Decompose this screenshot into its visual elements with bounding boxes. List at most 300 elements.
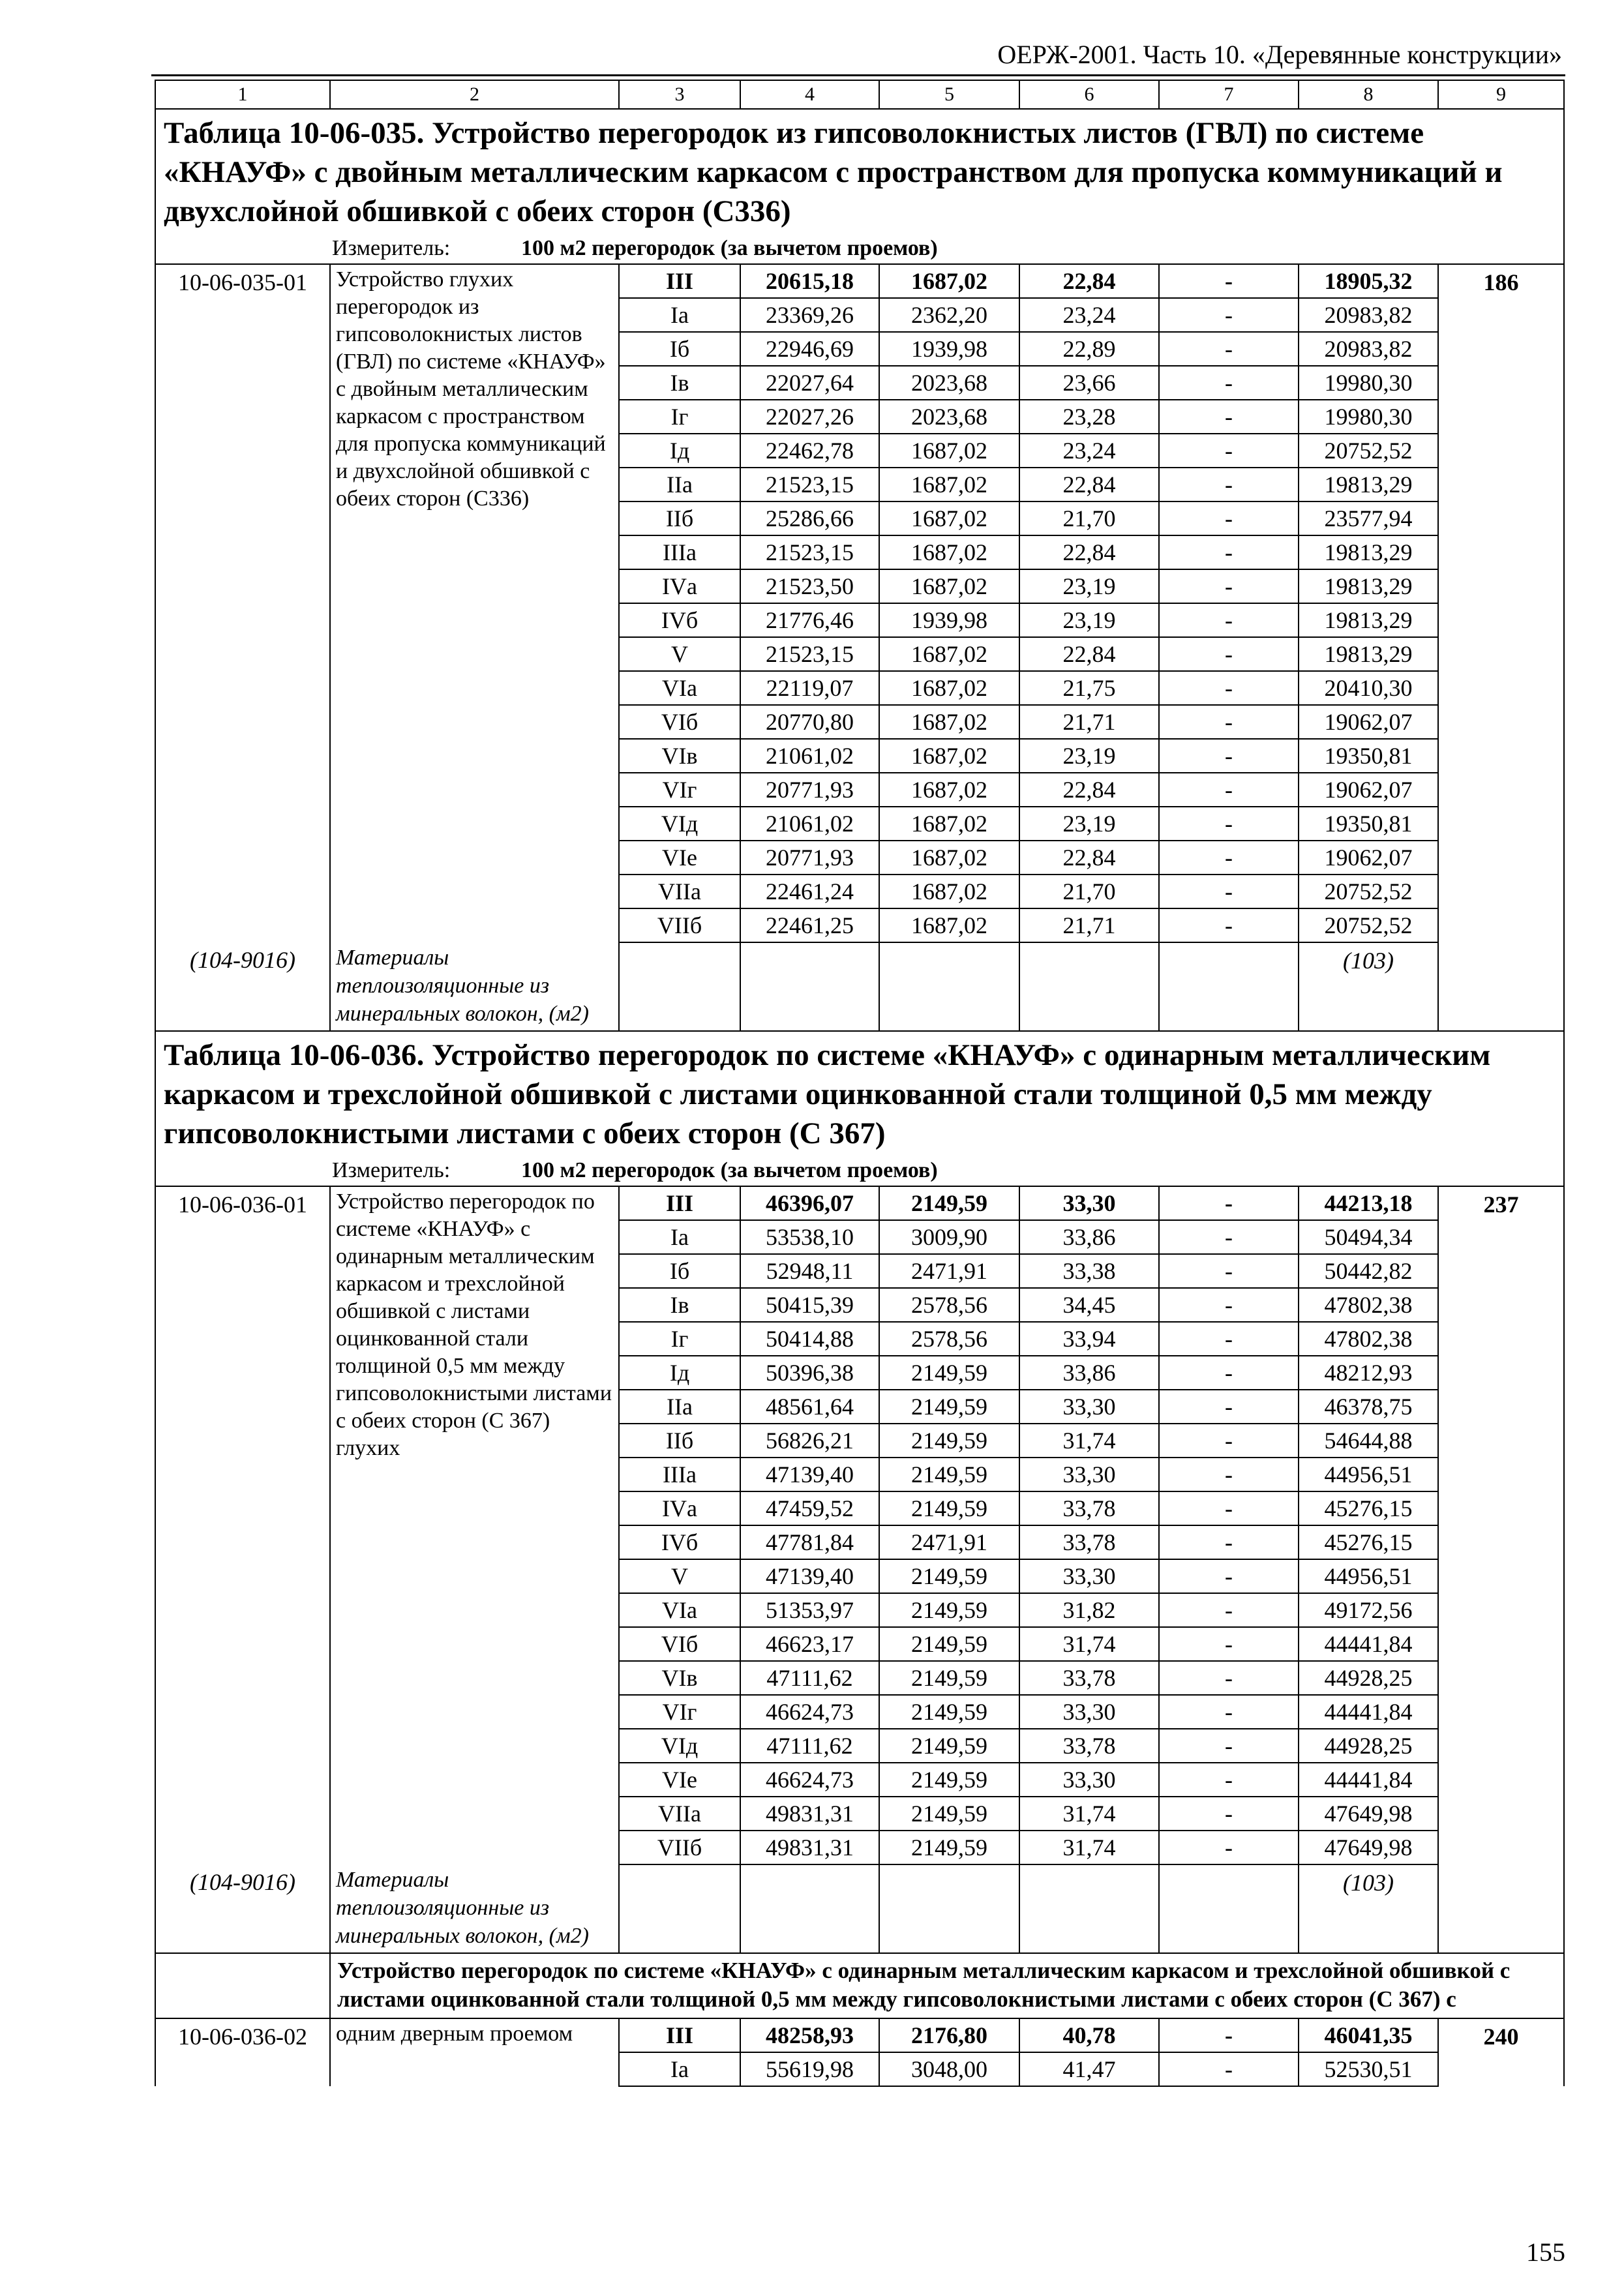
materials-cell: 19813,29 <box>1299 603 1438 637</box>
incl-wages-cell: - <box>1159 1390 1299 1424</box>
total-cost-cell: 48561,64 <box>740 1390 879 1424</box>
zone-cell: VIд <box>619 807 740 841</box>
machines-cell: 33,86 <box>1019 1356 1159 1390</box>
empty-cell <box>1438 1864 1564 1953</box>
wages-cell: 1687,02 <box>879 501 1019 535</box>
measure-value: 100 м2 перегородок (за вычетом проемов) <box>521 236 938 260</box>
materials-cell: 19062,07 <box>1299 841 1438 875</box>
incl-wages-cell: - <box>1159 1424 1299 1458</box>
incl-wages-cell: - <box>1159 807 1299 841</box>
zone-cell: IVа <box>619 569 740 603</box>
labor-cell: 237 <box>1438 1186 1564 1864</box>
zone-cell: V <box>619 637 740 671</box>
machines-cell: 23,28 <box>1019 400 1159 434</box>
table1-title: Таблица 10-06-035. Устройство перегородок из гипсоволокнистых листов (ГВЛ) по системе «КНАУФ» с двойным металлическим каркасом с пространством для пропуска коммуникаций и двухслойной обшивкой с обеих сторон (С336) <box>155 109 1564 233</box>
zone-cell: Iа <box>619 2052 740 2086</box>
subheading: Устройство перегородок по системе «КНАУФ» с одинарным металлическим каркасом и трехслойной обшивкой с листами оцинкованной стали толщиной 0,5 мм между гипсоволокнистыми листами с обеих сторон (С 367) с <box>330 1953 1564 2018</box>
empty-cell <box>740 1864 879 1953</box>
incl-wages-cell: - <box>1159 400 1299 434</box>
wages-cell: 2149,59 <box>879 1356 1019 1390</box>
wages-cell: 2471,91 <box>879 1525 1019 1559</box>
total-cost-cell: 21061,02 <box>740 807 879 841</box>
total-cost-cell: 49831,31 <box>740 1797 879 1831</box>
measure-label: Измеритель: <box>332 1158 451 1182</box>
machines-cell: 23,66 <box>1019 366 1159 400</box>
wages-cell: 3048,00 <box>879 2052 1019 2086</box>
empty-cell <box>879 942 1019 1031</box>
table2-title-row <box>155 1031 1564 1156</box>
machines-cell: 22,89 <box>1019 332 1159 366</box>
machines-cell: 34,45 <box>1019 1288 1159 1322</box>
incl-wages-cell: - <box>1159 1322 1299 1356</box>
col-num: 5 <box>879 80 1019 109</box>
empty-cell <box>740 942 879 1031</box>
materials-cell: 19062,07 <box>1299 773 1438 807</box>
incl-wages-cell: - <box>1159 1220 1299 1254</box>
machines-cell: 21,70 <box>1019 875 1159 908</box>
zone-cell: VIг <box>619 773 740 807</box>
labor-cell: 186 <box>1438 264 1564 942</box>
rate-name: одним дверным проемом <box>330 2018 619 2086</box>
machines-cell: 21,70 <box>1019 501 1159 535</box>
materials-cell: 45276,15 <box>1299 1525 1438 1559</box>
incl-wages-cell: - <box>1159 773 1299 807</box>
total-cost-cell: 22027,26 <box>740 400 879 434</box>
materials-cell: 20752,52 <box>1299 908 1438 942</box>
materials-cell: 44928,25 <box>1299 1729 1438 1763</box>
incl-wages-cell: - <box>1159 1695 1299 1729</box>
wages-cell: 1687,02 <box>879 468 1019 501</box>
incl-wages-cell: - <box>1159 434 1299 468</box>
wages-cell: 2149,59 <box>879 1424 1019 1458</box>
total-cost-cell: 22027,64 <box>740 366 879 400</box>
materials-cell: 19350,81 <box>1299 807 1438 841</box>
total-cost-cell: 47139,40 <box>740 1458 879 1491</box>
total-cost-cell: 22946,69 <box>740 332 879 366</box>
empty-cell <box>1019 942 1159 1031</box>
materials-cell: 20752,52 <box>1299 434 1438 468</box>
total-cost-cell: 47139,40 <box>740 1559 879 1593</box>
total-cost-cell: 22119,07 <box>740 671 879 705</box>
running-header: ОЕРЖ-2001. Часть 10. «Деревянные конструкции» <box>997 40 1562 69</box>
machines-cell: 33,30 <box>1019 1390 1159 1424</box>
wages-cell: 1687,02 <box>879 739 1019 773</box>
incl-wages-cell: - <box>1159 1525 1299 1559</box>
machines-cell: 31,74 <box>1019 1831 1159 1864</box>
wages-cell: 1939,98 <box>879 332 1019 366</box>
zone-cell: VIб <box>619 705 740 739</box>
machines-cell: 31,82 <box>1019 1593 1159 1627</box>
machines-cell: 23,19 <box>1019 807 1159 841</box>
total-cost-cell: 47111,62 <box>740 1661 879 1695</box>
empty-cell <box>619 942 740 1031</box>
rate-name: Устройство глухих перегородок из гипсоволокнистых листов (ГВЛ) по системе «КНАУФ» с двойным металлическим каркасом с пространством для пропуска коммуникаций и двухслойной обшивкой с обеих сторон (С336) <box>330 264 619 942</box>
materials-cell: 52530,51 <box>1299 2052 1438 2086</box>
total-cost-cell: 52948,11 <box>740 1254 879 1288</box>
wages-cell: 1687,02 <box>879 264 1019 298</box>
col-num: 3 <box>619 80 740 109</box>
wages-cell: 2149,59 <box>879 1593 1019 1627</box>
wages-cell: 2149,59 <box>879 1831 1019 1864</box>
zone-cell: IIIа <box>619 535 740 569</box>
table1-measure <box>155 233 1564 264</box>
machines-cell: 22,84 <box>1019 535 1159 569</box>
table1-measure-row <box>155 233 1564 264</box>
empty-cell <box>619 1864 740 1953</box>
machines-cell: 22,84 <box>1019 773 1159 807</box>
materials-cell: 19062,07 <box>1299 705 1438 739</box>
wages-cell: 1687,02 <box>879 569 1019 603</box>
zone-cell: VIIб <box>619 1831 740 1864</box>
material-row <box>155 1864 1564 1953</box>
wages-cell: 2578,56 <box>879 1288 1019 1322</box>
materials-cell: 20983,82 <box>1299 298 1438 332</box>
incl-wages-cell: - <box>1159 1593 1299 1627</box>
wages-cell: 1687,02 <box>879 637 1019 671</box>
wages-cell: 1687,02 <box>879 841 1019 875</box>
machines-cell: 22,84 <box>1019 468 1159 501</box>
incl-wages-cell: - <box>1159 637 1299 671</box>
zone-cell: IIа <box>619 468 740 501</box>
rate-name: Устройство перегородок по системе «КНАУФ» с одинарным металлическим каркасом и трехслойной обшивкой с листами оцинкованной стали толщиной 0,5 мм между гипсоволокнистыми листами с обеих сторон (С 367) глухих <box>330 1186 619 1864</box>
incl-wages-cell: - <box>1159 1491 1299 1525</box>
zone-cell: VIIб <box>619 908 740 942</box>
wages-cell: 2176,80 <box>879 2018 1019 2052</box>
total-cost-cell: 20771,93 <box>740 841 879 875</box>
incl-wages-cell: - <box>1159 468 1299 501</box>
incl-wages-cell: - <box>1159 2052 1299 2086</box>
incl-wages-cell: - <box>1159 1356 1299 1390</box>
zone-cell: Iв <box>619 1288 740 1322</box>
incl-wages-cell: - <box>1159 841 1299 875</box>
machines-cell: 33,30 <box>1019 1458 1159 1491</box>
machines-cell: 23,24 <box>1019 434 1159 468</box>
zone-cell: IVб <box>619 603 740 637</box>
col-num: 4 <box>740 80 879 109</box>
incl-wages-cell: - <box>1159 705 1299 739</box>
col-num: 8 <box>1299 80 1438 109</box>
empty-cell <box>1159 942 1299 1031</box>
machines-cell: 33,78 <box>1019 1525 1159 1559</box>
zone-cell: IIб <box>619 1424 740 1458</box>
zone-cell: VIг <box>619 1695 740 1729</box>
rate-code: 10-06-035-01 <box>155 264 330 942</box>
machines-cell: 21,71 <box>1019 705 1159 739</box>
machines-cell: 21,71 <box>1019 908 1159 942</box>
machines-cell: 33,38 <box>1019 1254 1159 1288</box>
incl-wages-cell: - <box>1159 1831 1299 1864</box>
wages-cell: 1687,02 <box>879 535 1019 569</box>
materials-cell: 23577,94 <box>1299 501 1438 535</box>
col-num: 2 <box>330 80 619 109</box>
materials-cell: 19350,81 <box>1299 739 1438 773</box>
machines-cell: 31,74 <box>1019 1424 1159 1458</box>
zone-cell: Iа <box>619 298 740 332</box>
machines-cell: 22,84 <box>1019 637 1159 671</box>
total-cost-cell: 21523,15 <box>740 535 879 569</box>
total-cost-cell: 21523,15 <box>740 637 879 671</box>
machines-cell: 33,78 <box>1019 1661 1159 1695</box>
materials-cell: 45276,15 <box>1299 1491 1438 1525</box>
machines-cell: 41,47 <box>1019 2052 1159 2086</box>
incl-wages-cell: - <box>1159 1729 1299 1763</box>
wages-cell: 2023,68 <box>879 400 1019 434</box>
material-name: Материалы теплоизоляционные из минеральных волокон, (м2) <box>330 942 619 1031</box>
zone-cell: Iг <box>619 400 740 434</box>
wages-cell: 2578,56 <box>879 1322 1019 1356</box>
incl-wages-cell: - <box>1159 569 1299 603</box>
materials-cell: 47649,98 <box>1299 1797 1438 1831</box>
empty-cell <box>1019 1864 1159 1953</box>
materials-cell: 46041,35 <box>1299 2018 1438 2052</box>
zone-cell: IIIа <box>619 1458 740 1491</box>
incl-wages-cell: - <box>1159 1186 1299 1220</box>
measure-label: Измеритель: <box>332 236 451 260</box>
zone-cell: VIа <box>619 671 740 705</box>
total-cost-cell: 21061,02 <box>740 739 879 773</box>
machines-cell: 33,86 <box>1019 1220 1159 1254</box>
col-num: 1 <box>155 80 330 109</box>
zone-cell: III <box>619 264 740 298</box>
zone-cell: Iб <box>619 332 740 366</box>
materials-cell: 46378,75 <box>1299 1390 1438 1424</box>
materials-cell: 44441,84 <box>1299 1627 1438 1661</box>
material-value: (103) <box>1299 942 1438 1031</box>
wages-cell: 2149,59 <box>879 1627 1019 1661</box>
total-cost-cell: 22461,25 <box>740 908 879 942</box>
machines-cell: 23,19 <box>1019 569 1159 603</box>
total-cost-cell: 47111,62 <box>740 1729 879 1763</box>
wages-cell: 1687,02 <box>879 807 1019 841</box>
zone-cell: VIв <box>619 1661 740 1695</box>
wages-cell: 2149,59 <box>879 1661 1019 1695</box>
zone-cell: III <box>619 2018 740 2052</box>
page-number: 155 <box>1526 2237 1565 2267</box>
incl-wages-cell: - <box>1159 2018 1299 2052</box>
incl-wages-cell: - <box>1159 1763 1299 1797</box>
materials-cell: 19813,29 <box>1299 468 1438 501</box>
col-num: 9 <box>1438 80 1564 109</box>
total-cost-cell: 47459,52 <box>740 1491 879 1525</box>
materials-cell: 44956,51 <box>1299 1458 1438 1491</box>
incl-wages-cell: - <box>1159 1559 1299 1593</box>
total-cost-cell: 21523,50 <box>740 569 879 603</box>
zone-cell: Iб <box>619 1254 740 1288</box>
materials-cell: 19813,29 <box>1299 569 1438 603</box>
materials-cell: 20752,52 <box>1299 875 1438 908</box>
column-numbers-row <box>155 80 1564 109</box>
materials-cell: 44213,18 <box>1299 1186 1438 1220</box>
total-cost-cell: 56826,21 <box>740 1424 879 1458</box>
table-row <box>155 264 1564 298</box>
zone-cell: VIIа <box>619 875 740 908</box>
materials-cell: 47649,98 <box>1299 1831 1438 1864</box>
wages-cell: 1687,02 <box>879 671 1019 705</box>
materials-cell: 47802,38 <box>1299 1322 1438 1356</box>
total-cost-cell: 53538,10 <box>740 1220 879 1254</box>
incl-wages-cell: - <box>1159 1627 1299 1661</box>
machines-cell: 22,84 <box>1019 264 1159 298</box>
machines-cell: 33,30 <box>1019 1695 1159 1729</box>
materials-cell: 18905,32 <box>1299 264 1438 298</box>
materials-cell: 44928,25 <box>1299 1661 1438 1695</box>
machines-cell: 22,84 <box>1019 841 1159 875</box>
total-cost-cell: 21776,46 <box>740 603 879 637</box>
wages-cell: 1687,02 <box>879 434 1019 468</box>
materials-cell: 20410,30 <box>1299 671 1438 705</box>
incl-wages-cell: - <box>1159 671 1299 705</box>
incl-wages-cell: - <box>1159 1458 1299 1491</box>
machines-cell: 31,74 <box>1019 1797 1159 1831</box>
total-cost-cell: 50415,39 <box>740 1288 879 1322</box>
empty-cell <box>879 1864 1019 1953</box>
incl-wages-cell: - <box>1159 535 1299 569</box>
total-cost-cell: 49831,31 <box>740 1831 879 1864</box>
measure-value: 100 м2 перегородок (за вычетом проемов) <box>521 1158 938 1182</box>
rate-code: 10-06-036-02 <box>155 2018 330 2086</box>
zone-cell: Iд <box>619 434 740 468</box>
total-cost-cell: 21523,15 <box>740 468 879 501</box>
total-cost-cell: 23369,26 <box>740 298 879 332</box>
machines-cell: 33,30 <box>1019 1186 1159 1220</box>
price-table <box>155 80 1565 2087</box>
total-cost-cell: 46624,73 <box>740 1763 879 1797</box>
wages-cell: 2149,59 <box>879 1390 1019 1424</box>
incl-wages-cell: - <box>1159 908 1299 942</box>
machines-cell: 33,30 <box>1019 1763 1159 1797</box>
materials-cell: 19813,29 <box>1299 535 1438 569</box>
wages-cell: 2023,68 <box>879 366 1019 400</box>
empty-cell <box>155 1953 330 2018</box>
total-cost-cell: 22462,78 <box>740 434 879 468</box>
materials-cell: 44441,84 <box>1299 1763 1438 1797</box>
wages-cell: 2149,59 <box>879 1559 1019 1593</box>
materials-cell: 20983,82 <box>1299 332 1438 366</box>
subheading-row <box>155 1953 1564 2018</box>
wages-cell: 2149,59 <box>879 1797 1019 1831</box>
wages-cell: 1687,02 <box>879 705 1019 739</box>
total-cost-cell: 46624,73 <box>740 1695 879 1729</box>
col-num: 6 <box>1019 80 1159 109</box>
zone-cell: IVа <box>619 1491 740 1525</box>
zone-cell: VIа <box>619 1593 740 1627</box>
zone-cell: VIд <box>619 1729 740 1763</box>
empty-cell <box>1438 942 1564 1031</box>
table2-measure-row <box>155 1156 1564 1186</box>
wages-cell: 2149,59 <box>879 1729 1019 1763</box>
machines-cell: 33,30 <box>1019 1559 1159 1593</box>
table1-title-row <box>155 109 1564 233</box>
materials-cell: 44441,84 <box>1299 1695 1438 1729</box>
wages-cell: 1687,02 <box>879 875 1019 908</box>
incl-wages-cell: - <box>1159 1254 1299 1288</box>
zone-cell: Iд <box>619 1356 740 1390</box>
materials-cell: 44956,51 <box>1299 1559 1438 1593</box>
machines-cell: 33,94 <box>1019 1322 1159 1356</box>
incl-wages-cell: - <box>1159 739 1299 773</box>
zone-cell: V <box>619 1559 740 1593</box>
incl-wages-cell: - <box>1159 1288 1299 1322</box>
total-cost-cell: 46396,07 <box>740 1186 879 1220</box>
zone-cell: Iа <box>619 1220 740 1254</box>
incl-wages-cell: - <box>1159 366 1299 400</box>
total-cost-cell: 50414,88 <box>740 1322 879 1356</box>
empty-cell <box>1159 1864 1299 1953</box>
zone-cell: Iв <box>619 366 740 400</box>
machines-cell: 21,75 <box>1019 671 1159 705</box>
wages-cell: 2149,59 <box>879 1458 1019 1491</box>
wages-cell: 2149,59 <box>879 1763 1019 1797</box>
materials-cell: 19813,29 <box>1299 637 1438 671</box>
zone-cell: IIб <box>619 501 740 535</box>
labor-cell: 240 <box>1438 2018 1564 2086</box>
materials-cell: 54644,88 <box>1299 1424 1438 1458</box>
zone-cell: III <box>619 1186 740 1220</box>
wages-cell: 2149,59 <box>879 1695 1019 1729</box>
machines-cell: 31,74 <box>1019 1627 1159 1661</box>
zone-cell: VIб <box>619 1627 740 1661</box>
incl-wages-cell: - <box>1159 332 1299 366</box>
wages-cell: 2362,20 <box>879 298 1019 332</box>
table2-title: Таблица 10-06-036. Устройство перегородок по системе «КНАУФ» с одинарным металлическим каркасом и трехслойной обшивкой с листами оцинкованной стали толщиной 0,5 мм между гипсоволокнистыми листами с обеих сторон (С 367) <box>155 1031 1564 1156</box>
machines-cell: 23,19 <box>1019 739 1159 773</box>
table-row <box>155 1186 1564 1220</box>
table-row <box>155 2018 1564 2052</box>
wages-cell: 2149,59 <box>879 1491 1019 1525</box>
incl-wages-cell: - <box>1159 1661 1299 1695</box>
wages-cell: 1939,98 <box>879 603 1019 637</box>
total-cost-cell: 20771,93 <box>740 773 879 807</box>
machines-cell: 33,78 <box>1019 1491 1159 1525</box>
header-rule <box>151 74 1565 76</box>
zone-cell: VIIа <box>619 1797 740 1831</box>
total-cost-cell: 20770,80 <box>740 705 879 739</box>
wages-cell: 3009,90 <box>879 1220 1019 1254</box>
incl-wages-cell: - <box>1159 264 1299 298</box>
wages-cell: 2471,91 <box>879 1254 1019 1288</box>
zone-cell: VIе <box>619 1763 740 1797</box>
incl-wages-cell: - <box>1159 501 1299 535</box>
incl-wages-cell: - <box>1159 875 1299 908</box>
incl-wages-cell: - <box>1159 1797 1299 1831</box>
col-num: 7 <box>1159 80 1299 109</box>
material-code: (104-9016) <box>155 942 330 1031</box>
zone-cell: Iг <box>619 1322 740 1356</box>
total-cost-cell: 48258,93 <box>740 2018 879 2052</box>
total-cost-cell: 46623,17 <box>740 1627 879 1661</box>
total-cost-cell: 22461,24 <box>740 875 879 908</box>
materials-cell: 19980,30 <box>1299 366 1438 400</box>
machines-cell: 23,19 <box>1019 603 1159 637</box>
materials-cell: 48212,93 <box>1299 1356 1438 1390</box>
wages-cell: 1687,02 <box>879 773 1019 807</box>
zone-cell: VIв <box>619 739 740 773</box>
material-row <box>155 942 1564 1031</box>
total-cost-cell: 20615,18 <box>740 264 879 298</box>
table2-measure <box>155 1156 1564 1186</box>
materials-cell: 47802,38 <box>1299 1288 1438 1322</box>
total-cost-cell: 47781,84 <box>740 1525 879 1559</box>
wages-cell: 1687,02 <box>879 908 1019 942</box>
machines-cell: 40,78 <box>1019 2018 1159 2052</box>
incl-wages-cell: - <box>1159 298 1299 332</box>
rate-code: 10-06-036-01 <box>155 1186 330 1864</box>
total-cost-cell: 55619,98 <box>740 2052 879 2086</box>
zone-cell: VIе <box>619 841 740 875</box>
incl-wages-cell: - <box>1159 603 1299 637</box>
total-cost-cell: 51353,97 <box>740 1593 879 1627</box>
wages-cell: 2149,59 <box>879 1186 1019 1220</box>
